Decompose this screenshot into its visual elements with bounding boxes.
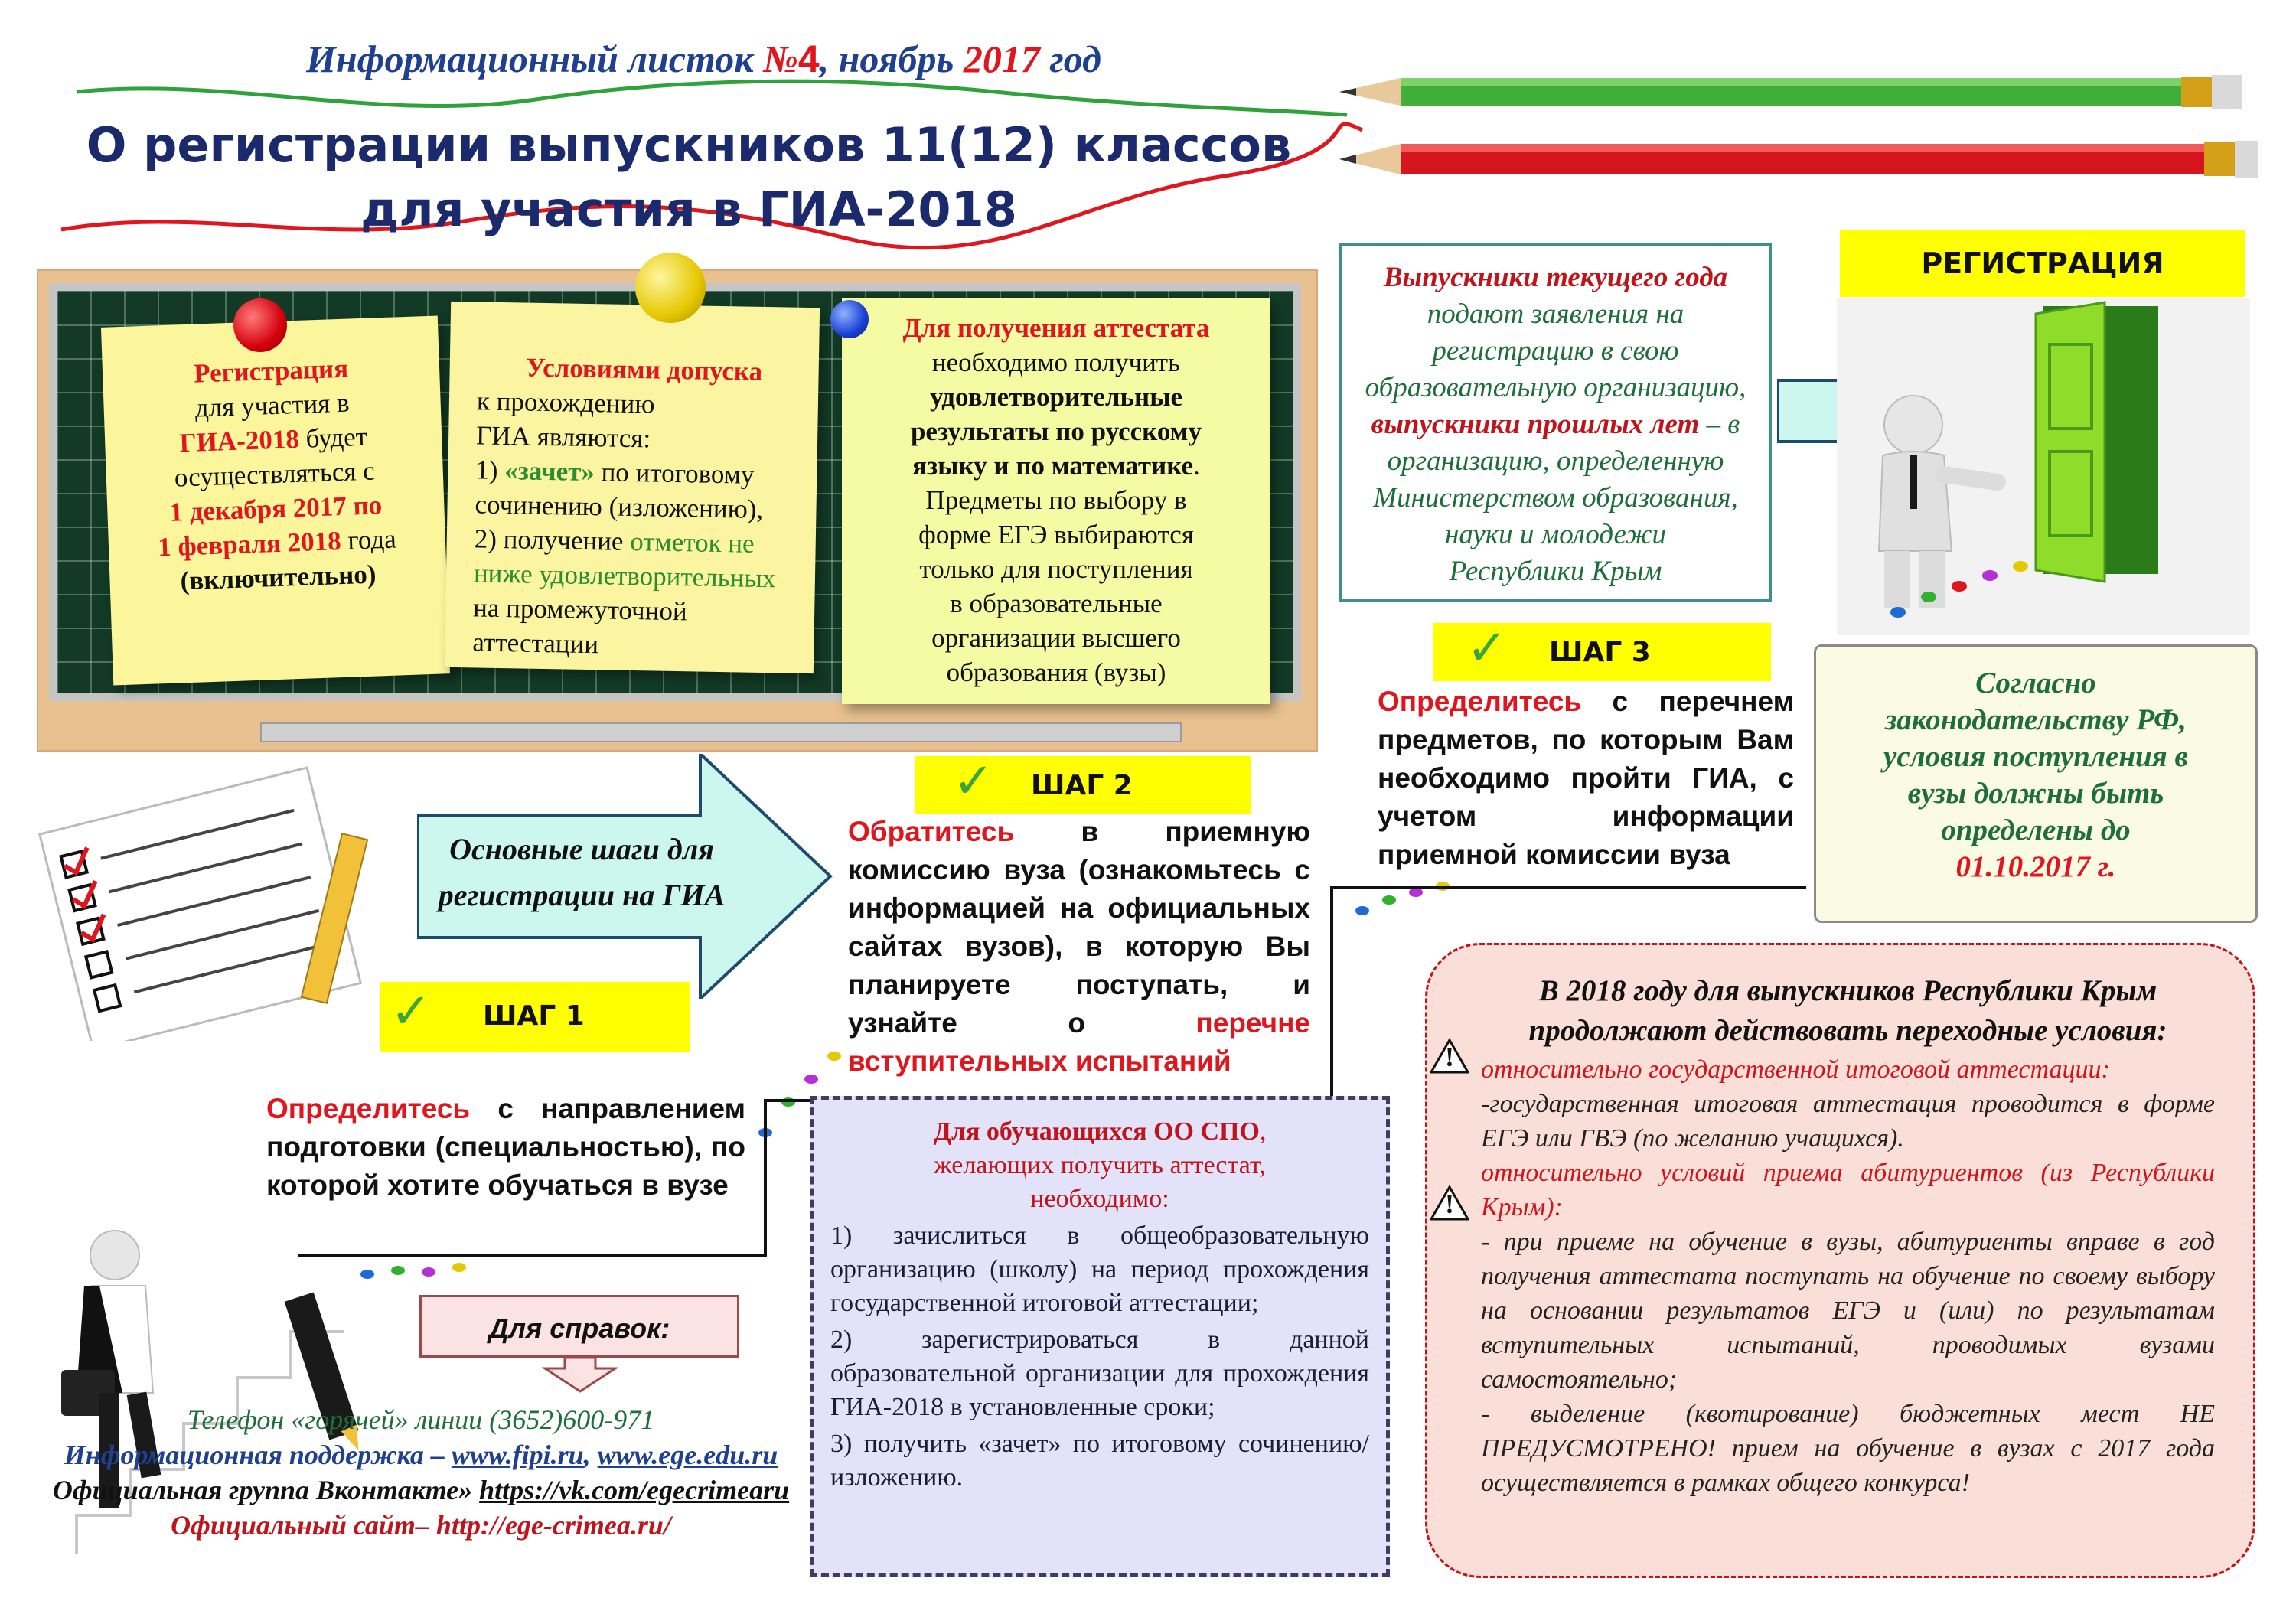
contacts-block: Телефон «горячей» линии (3652)600-971 Информационная поддержка – www.fipi.ru, www.ege.edu.ru Официальная группа Вконтакте» https://vk.com/egecrimearu Официальный сайт– http://ege-crimea.ru/ — [23, 1402, 819, 1543]
for-reference-label: Для справок: — [419, 1295, 739, 1358]
spo-item-3: 3) получить «зачет» по итоговому сочинению/изложению. — [830, 1430, 1369, 1492]
hotline-phone: Телефон «горячей» линии (3652)600-971 — [187, 1404, 655, 1435]
issue-subtitle: Информационный листок №4, ноябрь 2017 год — [306, 38, 1101, 80]
spo-item-2: 2) зарегистрироваться в данной образовательной организации для прохождения ГИА-2018 в установленные сроки; — [830, 1326, 1369, 1421]
checkmark-icon: ✓ — [953, 753, 994, 810]
page-title-line-1: О регистрации выпускников 11(12) классов — [86, 117, 1292, 173]
warning-mark: ! — [1445, 1189, 1454, 1219]
graduates-info-box: Выпускники текущего года подают заявления на регистрацию в свою образовательную организацию, выпускники прошлых лет – в организацию, определенную Министерством образования, науки и молодежи Республики Крым — [1339, 243, 1772, 602]
checklist-notepad-illustration — [31, 765, 383, 1041]
checkmark-icon: ✓ — [390, 983, 432, 1040]
step-2-label: ✓ ШАГ 2 — [915, 756, 1251, 814]
down-arrow-icon — [542, 1358, 618, 1393]
main-steps-arrow-text: Основные шаги для регистрации на ГИА — [438, 832, 726, 912]
crimea-transitional-conditions-box: В 2018 году для выпускников Республики Крым продолжают действовать переходные условия: относительно государственной итоговой аттестации: -государственная итоговая аттестация проводится в форме ЕГЭ или ГВЭ (по желанию учащихся). относительно условий приема абитуриентов (из Республики Крым): - при приеме на обучение в вузы, абитуриенты вправе в год получения аттестата поступать на обучение по своему выбору на основании результатов ЕГЭ и (или) по результатам вступительных испытаний, проводимых вузами самостоятельно; - выделение (квотирование) бюджетных мест НЕ ПРЕДУСМОТРЕНО! прием на обучение в вузах с 2017 года осуществляется в рамках общего конкурса! — [1425, 943, 2255, 1578]
page-title-line-2: для участия в ГИА-2018 — [360, 181, 1017, 237]
registration-label: РЕГИСТРАЦИЯ — [1840, 230, 2245, 297]
sticky-note-admission: Условиями допуска к прохождению ГИА являются: 1) «зачет» по итоговому сочинению (изложению), 2) получение отметок не ниже удовлетворительных на промежуточной аттестации — [445, 302, 820, 673]
spo-students-box: Для обучающихся ОО СПО, желающих получить аттестат, необходимо: 1) зачислиться в общеобразовательную организацию (школу) на период прохождения государственной итоговой аттестации; 2) зарегистрироваться в данной образовательной организации для прохождения ГИА-2018 в установленные сроки; 3) получить «зачет» по итоговому сочинению/изложению. — [810, 1096, 1390, 1577]
step-2-text: Обратитесь в приемную комиссию вуза (ознакомьтесь с информацией на официальных сайтах вузов), в которую Вы планируете поступать, и узнайте о перечне вступительных испытаний — [848, 816, 1310, 1077]
step-1-label: ✓ ШАГ 1 — [380, 982, 690, 1052]
sticky-note-registration: Регистрация для участия в ГИА-2018 будет осуществляться с 1 декабря 2017 по 1 февраля 2018 года (включительно) — [101, 315, 450, 685]
step-1-text: Определитесь с направлением подготовки (специальностью), по которой хотите обучаться в вузе — [266, 1093, 745, 1201]
step-3-label: ✓ ШАГ 3 — [1433, 623, 1771, 681]
law-note-scroll: Согласно законодательству РФ, условия поступления в вузы должны быть определены до 01.10.2017 г. — [1814, 644, 2258, 923]
checkmark-icon: ✓ — [1466, 620, 1508, 677]
vk-group-link[interactable]: https://vk.com/egecrimearu — [479, 1475, 790, 1505]
step-3-text: Определитесь с перечнем предметов, по которым Вам необходимо пройти ГИА, с учетом информации приемной комиссии вуза — [1378, 686, 1794, 870]
warning-mark: ! — [1445, 1042, 1454, 1072]
crimea-condition-1: относительно государственной итоговой аттестации: — [1481, 1055, 2110, 1084]
fipi-link[interactable]: www.fipi.ru — [451, 1440, 584, 1470]
sticky-note-certificate: Для получения аттестата необходимо получить удовлетворительные результаты по русскому языку и по математике. Предметы по выбору в форме ЕГЭ выбираются только для поступления в образовательные организации высшего образования (вузы) — [842, 298, 1270, 704]
ege-edu-link[interactable]: www.ege.edu.ru — [597, 1440, 778, 1470]
spo-item-1: 1) зачислиться в общеобразовательную организацию (школу) на период прохождения государственной итоговой аттестации; — [830, 1221, 1369, 1317]
official-site-link[interactable]: http://ege-crimea.ru/ — [435, 1510, 671, 1541]
crimea-condition-2: относительно условий приема абитуриентов (из Республики Крым): — [1481, 1159, 2215, 1221]
